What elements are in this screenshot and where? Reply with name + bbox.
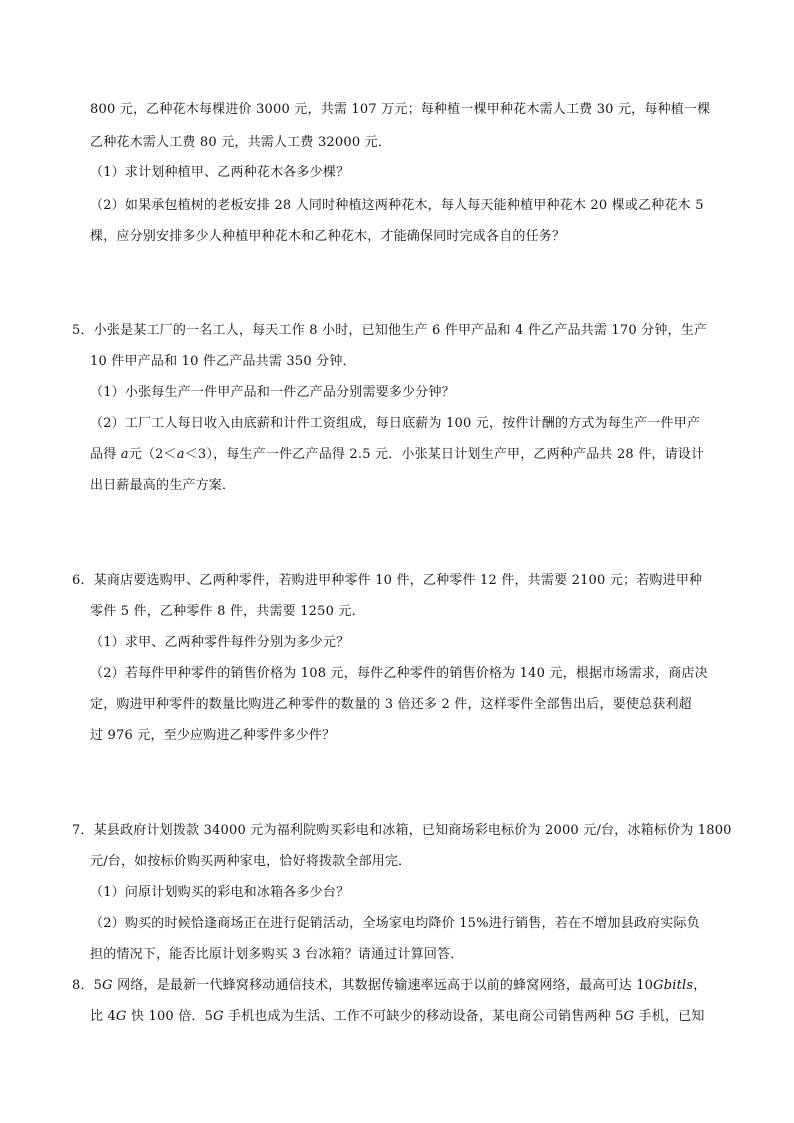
problem7-stem-line1: 某县政府计划拨款 34000 元为福利院购买彩电和冰箱，已知商场彩电标价为 2000 元/台，冰箱标价为 1800 [93,823,732,838]
problem6-part1: （1）求甲、乙两种零件每件分别为多少元？ [90,635,350,650]
problem4-part2-line1: （2）如果承包植树的老板安排 28 人同时种植这两种花木，每人每天能种植甲种花木 20 棵或乙种花木 5 [90,198,704,213]
problem8-line2 [90,1007,730,1027]
problem8-line2-c: 手机也成为生活、工作不可缺少的移动设备，某电商公司销售两种 5 [223,1009,624,1024]
problem7-line1 [72,821,732,841]
problem8-line1 [72,976,712,996]
problem4-part1: （1）求计划种植甲、乙两种花木各多少棵？ [90,165,350,180]
problem8-number: 8． [72,978,94,993]
problem7-number: 7． [72,823,94,838]
problem5-part1: （1）小张每生产一件甲产品和一件乙产品分别需要多少分钟？ [90,385,455,400]
variable-a-2: a [176,447,185,462]
problem8-unit: Gbitls [653,978,694,993]
problem5-text-c: ＜3），每生产一件乙产品得 2.5 元．小张某日计划生产甲，乙两种产品共 28 件，请设计 [184,447,705,462]
problem8-line2-b: 快 100 倍．5 [126,1009,214,1024]
variable-a: a [120,447,129,462]
problem5-line2: 10 件甲产品和 10 件乙产品共需 350 分钟． [90,354,356,369]
problem5-part2-line3: 出日薪最高的生产方案． [90,478,236,493]
problem8-line2-g2: G [213,1009,224,1024]
problem5-text-b: 元（2＜ [128,447,177,462]
problem6-stem-line1: 某商店要选购甲、乙两种零件，若购进甲种零件 10 件，乙种零件 12 件，共需要 2100 元；若购进甲种 [93,573,703,588]
problem6-part2-line3: 过 976 元，至少应购进乙种零件多少件？ [90,728,336,743]
problem8-text-a: 5 [93,978,103,993]
problem4-part2-line2: 棵，应分别安排多少人种植甲种花木和乙种花木，才能确保同时完成各自的任务？ [90,229,566,244]
problem8-line2-a: 比 4 [90,1009,117,1024]
problem5-line1 [72,321,712,341]
problem5-text-a: 品得 [90,447,121,462]
problem5-number: 5． [72,323,94,338]
problem8-line2-g3: G [623,1009,635,1024]
problem7-line2: 元/台，如按标价购买两种家电，恰好将拨款全部用完． [90,854,412,869]
problem5-part2-line2 [90,445,730,465]
problem6-number: 6． [72,573,94,588]
problem8-text-c: ， [693,978,707,993]
problem8-line2-g1: G [116,1009,127,1024]
problem6-part2-line2: 定，购进甲种零件的数量比购进乙种零件的数量的 3 倍还多 2 件，这样零件全部售出后，要使总获利超 [90,697,692,712]
problem8-line2-d: 手机，已知 [634,1009,705,1024]
problem7-part1: （1）问原计划购买的彩电和冰箱各多少台？ [90,885,350,900]
problem4-line1: 800 元，乙种花木每棵进价 3000 元，共需 107 万元；每种植一棵甲种花木需人工费 30 元，每种植一棵 [90,102,711,117]
problem7-part2-line2: 担的情况下，能否比原计划多购买 3 台冰箱？请通过计算回答． [90,947,464,962]
problem5-stem-line1: 小张是某工厂的一名工人，每天工作 8 小时，已知他生产 6 件甲产品和 4 件乙产品共需 170 分钟，生产 [93,323,708,338]
problem6-part2-line1: （2）若每件甲种零件的销售价格为 108 元，每件乙种零件的销售价格为 140 元，根据市场需求，商店决 [90,666,708,681]
problem8-text-b: 网络，是最新一代蜂窝移动通信技术，其数据传输速率远高于以前的蜂窝网络，最高可达 10 [112,978,654,993]
problem6-line2: 零件 5 件，乙种零件 8 件，共需要 1250 元． [90,604,365,619]
problem6-line1 [72,571,712,591]
problem5-part2-line1: （2）工厂工人每日收入由底薪和计件工资组成，每日底薪为 100 元，按件计酬的方式为每生产一件甲产 [90,416,701,431]
problem7-part2-line1: （2）购买的时候恰逢商场正在进行促销活动，全场家电均降价 15%进行销售，若在不增加县政府实际负 [90,916,700,931]
problem4-line2: 乙种花木需人工费 80 元，共需人工费 32000 元． [90,135,392,150]
problem8-g: G [102,978,113,993]
